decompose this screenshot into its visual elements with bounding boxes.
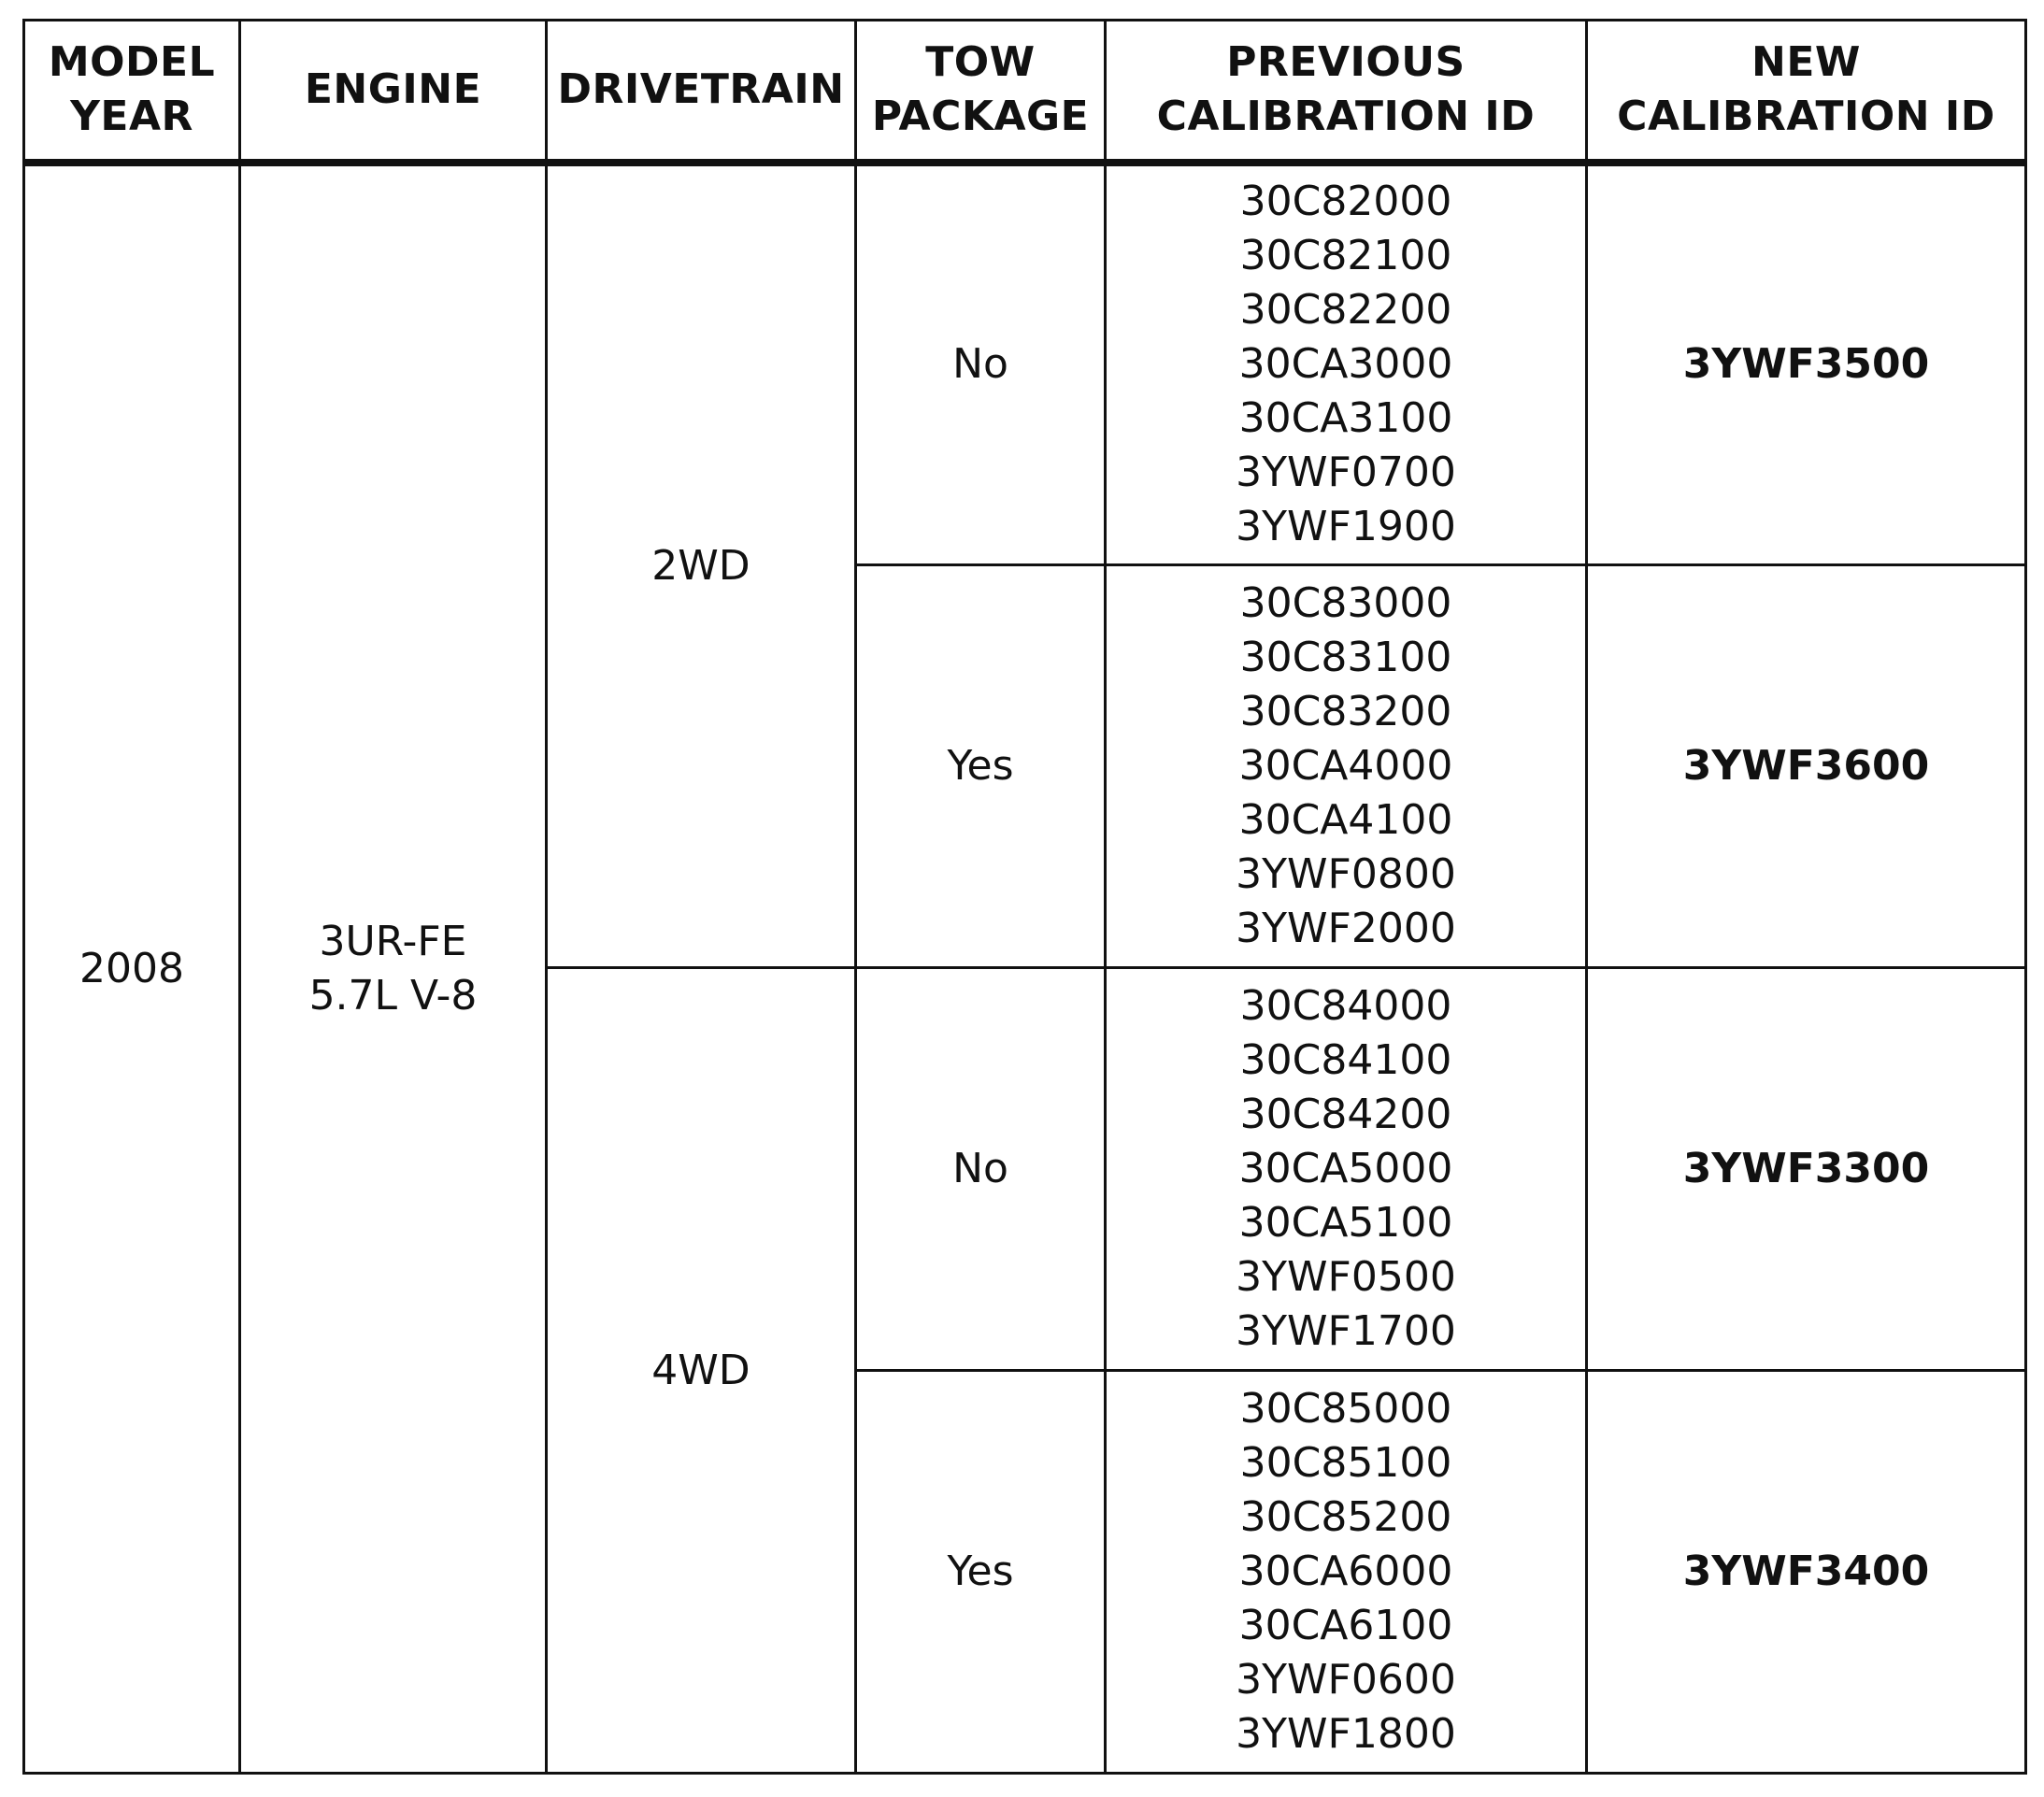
engine-cell: 3UR-FE 5.7L V-8 (240, 163, 547, 1774)
previous-id: 30C83200 (1239, 688, 1452, 735)
previous-id: 3YWF0800 (1236, 850, 1456, 898)
model-year-cell: 2008 (24, 163, 240, 1774)
tow-package-cell: No (856, 968, 1106, 1371)
previous-id: 30CA6000 (1238, 1547, 1453, 1595)
previous-ids-cell (1106, 1371, 1587, 1774)
previous-id: 30CA5100 (1238, 1199, 1453, 1247)
tow-package-cell: Yes (856, 565, 1106, 968)
previous-id: 3YWF1900 (1236, 503, 1456, 551)
previous-id: 3YWF0500 (1236, 1253, 1456, 1301)
new-id-cell: 3YWF3500 (1587, 163, 2026, 565)
header-engine: ENGINE (240, 21, 547, 163)
drivetrain-cell-2wd: 2WD (547, 163, 856, 968)
header-tow-package: TOW PACKAGE (856, 21, 1106, 163)
previous-id: 30C84000 (1239, 982, 1452, 1030)
previous-id: 30CA4100 (1238, 796, 1453, 844)
header-row (24, 21, 2026, 163)
tow-package-cell: Yes (856, 1371, 1106, 1774)
header-model-year: MODEL YEAR (24, 21, 240, 163)
previous-id: 3YWF0700 (1236, 449, 1456, 497)
header-new-calibration-id: NEW CALIBRATION ID (1587, 21, 2026, 163)
previous-id: 30CA3000 (1238, 340, 1453, 389)
previous-id: 30C82100 (1239, 232, 1452, 280)
previous-ids-cell (1106, 968, 1587, 1371)
previous-id: 30C84100 (1239, 1036, 1452, 1084)
header-previous-calibration-id: PREVIOUS CALIBRATION ID (1106, 21, 1587, 163)
new-id-cell: 3YWF3400 (1587, 1371, 2026, 1774)
new-id-cell: 3YWF3300 (1587, 968, 2026, 1371)
table-row (24, 163, 2026, 565)
drivetrain-cell-4wd: 4WD (547, 968, 856, 1774)
previous-id: 30CA4000 (1238, 742, 1453, 790)
previous-id: 30CA3100 (1238, 394, 1453, 443)
previous-id: 3YWF1800 (1236, 1710, 1456, 1758)
previous-id: 30C85100 (1239, 1439, 1452, 1487)
previous-id: 3YWF1700 (1236, 1307, 1456, 1355)
previous-id: 30C83000 (1239, 579, 1452, 627)
table-body (24, 163, 2026, 1774)
calibration-table (22, 19, 2027, 1775)
previous-id: 3YWF2000 (1236, 905, 1456, 952)
previous-id: 30C85000 (1239, 1385, 1452, 1433)
tow-package-cell: No (856, 163, 1106, 565)
previous-id: 3YWF0600 (1236, 1656, 1456, 1704)
table-header (24, 21, 2026, 163)
previous-id: 30C83100 (1239, 634, 1452, 681)
previous-id: 30C85200 (1239, 1493, 1452, 1541)
previous-id: 30CA6100 (1238, 1602, 1453, 1649)
previous-id: 30CA5000 (1238, 1145, 1453, 1192)
previous-ids-cell (1106, 163, 1587, 565)
previous-id: 30C82200 (1239, 286, 1452, 335)
header-drivetrain: DRIVETRAIN (547, 21, 856, 163)
previous-id: 30C84200 (1239, 1091, 1452, 1138)
new-id-cell: 3YWF3600 (1587, 565, 2026, 968)
previous-id: 30C82000 (1239, 178, 1452, 226)
previous-ids-cell (1106, 565, 1587, 968)
